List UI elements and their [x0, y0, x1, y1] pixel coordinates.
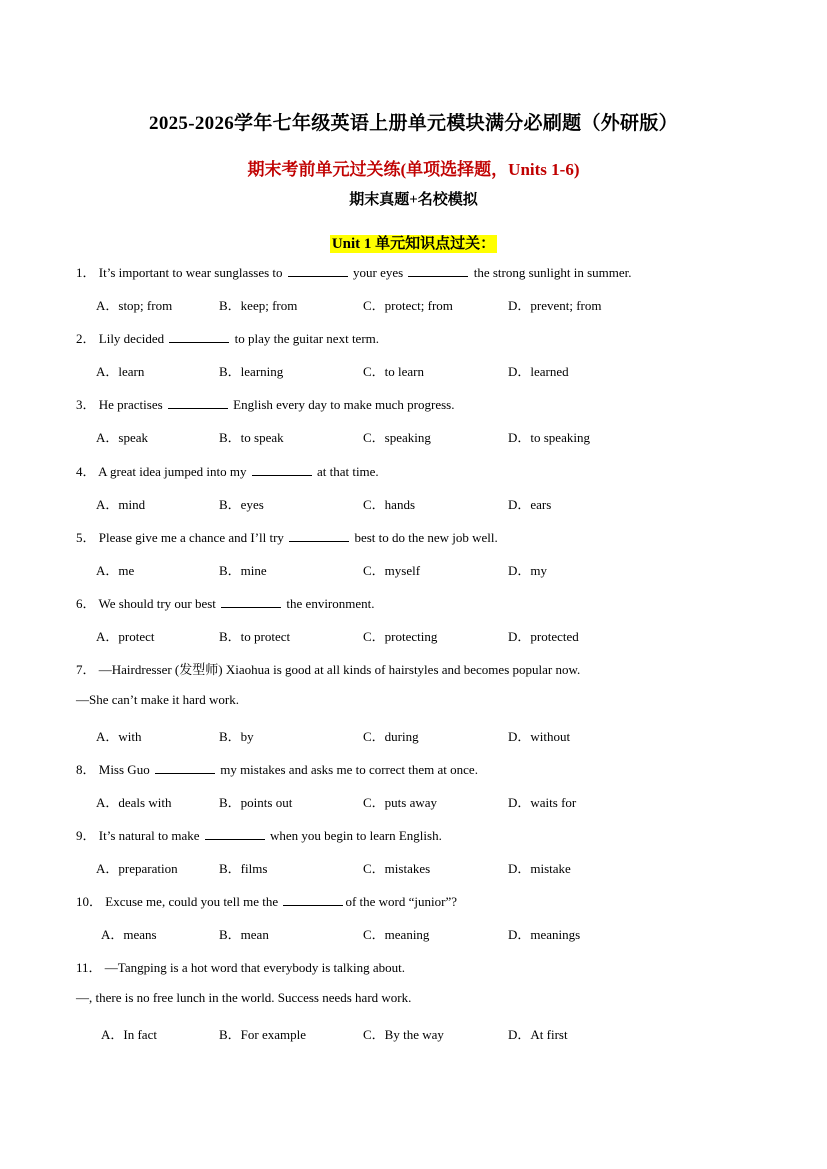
- question-text: We should try our best: [98, 596, 216, 611]
- option-d: D．ears: [508, 497, 552, 512]
- option-a: A．me: [96, 563, 135, 578]
- option-d: D．waits for: [508, 795, 577, 810]
- question-text: my mistakes and asks me to correct them at once.: [220, 762, 478, 777]
- option-b: B．points out: [219, 795, 293, 810]
- answer-blank: [283, 893, 343, 906]
- question-11-reply: [76, 990, 411, 1006]
- question-text: —: [76, 990, 89, 1005]
- option-a: A．speak: [96, 430, 148, 445]
- question-text: the strong sunlight in summer.: [473, 265, 632, 280]
- question-number: 9．: [76, 828, 96, 843]
- question-number: 3．: [76, 397, 96, 412]
- question-8-options: [96, 792, 736, 810]
- question-text: when you begin to learn English.: [269, 828, 442, 843]
- question-text: Excuse me, could you tell me the: [105, 894, 279, 909]
- option-b: B．by: [219, 729, 254, 744]
- option-c: C．meaning: [363, 927, 430, 942]
- document-source-note: 期末真题+名校模拟: [349, 192, 478, 208]
- question-text: Miss Guo: [98, 762, 150, 777]
- option-c: C．mistakes: [363, 861, 431, 876]
- question-6-options: [96, 626, 736, 644]
- option-b: B．films: [219, 861, 268, 876]
- question-9-options: [96, 858, 736, 876]
- answer-blank: [408, 264, 468, 277]
- option-c: C．puts away: [363, 795, 438, 810]
- option-a: A．In fact: [101, 1027, 157, 1042]
- question-text: of the word “junior”?: [345, 894, 457, 909]
- question-number: 4．: [76, 464, 96, 479]
- question-text: —She can’t make it: [76, 692, 180, 707]
- option-d: D．protected: [508, 629, 579, 644]
- question-text: Please give me a chance and I’ll try: [98, 530, 284, 545]
- option-c: C．speaking: [363, 430, 431, 445]
- option-c: C．hands: [363, 497, 416, 512]
- option-d: D．without: [508, 729, 571, 744]
- option-b: B．learning: [219, 364, 284, 379]
- document-subtitle: 期末考前单元过关练(单项选择题，Units 1-6): [247, 160, 580, 179]
- option-b: B．to protect: [219, 629, 291, 644]
- option-b: B．eyes: [219, 497, 264, 512]
- question-text: to play the guitar next term.: [234, 331, 380, 346]
- unit-heading: [0, 232, 827, 253]
- option-b: B．to speak: [219, 430, 284, 445]
- option-b: B．mean: [219, 927, 269, 942]
- question-4: [76, 461, 379, 480]
- answer-blank: [288, 264, 348, 277]
- unit-heading-label: Unit 1 单元知识点过关：: [331, 236, 496, 252]
- option-a: A．with: [96, 729, 142, 744]
- option-c: C．By the way: [363, 1027, 444, 1042]
- question-number: 6．: [76, 596, 96, 611]
- question-text: your eyes: [353, 265, 404, 280]
- option-d: D．prevent; from: [508, 298, 602, 313]
- option-d: D．At first: [508, 1027, 568, 1042]
- question-7-reply: [76, 692, 239, 708]
- document-title: 2025-2026学年七年级英语上册单元模块满分必刷题（外研版）: [149, 113, 678, 134]
- answer-blank: [205, 827, 265, 840]
- option-a: A．learn: [96, 364, 145, 379]
- option-c: C．to learn: [363, 364, 425, 379]
- answer-blank: [289, 529, 349, 542]
- question-number: 2．: [76, 331, 96, 346]
- question-2: [76, 328, 379, 347]
- question-1-options: [96, 295, 736, 313]
- question-number: 11．: [76, 960, 102, 975]
- question-7: [76, 659, 580, 678]
- option-d: D．to speaking: [508, 430, 590, 445]
- option-d: D．my: [508, 563, 548, 578]
- option-a: A．stop; from: [96, 298, 173, 313]
- question-text: He practises: [98, 397, 163, 412]
- answer-blank: [168, 396, 228, 409]
- question-8: [76, 759, 478, 778]
- question-text: the environment.: [286, 596, 375, 611]
- answer-blank: [221, 595, 281, 608]
- question-4-options: [96, 494, 736, 512]
- question-text: —Tangping is a hot word that everybody is talking about.: [104, 960, 405, 975]
- question-9: [76, 825, 442, 844]
- question-text: best to do the new job well.: [354, 530, 498, 545]
- question-5: [76, 527, 498, 546]
- answer-blank: [169, 330, 229, 343]
- question-text: —Hairdresser (发型师) Xiaohua is good at all kinds of hairstyles and becomes popular now.: [98, 662, 581, 677]
- question-10-options: [96, 924, 736, 942]
- option-a: A．protect: [96, 629, 155, 644]
- question-text: It’s important to wear sunglasses to: [98, 265, 283, 280]
- option-a: A．preparation: [96, 861, 178, 876]
- option-c: C．protecting: [363, 629, 438, 644]
- question-text: A great idea jumped into my: [98, 464, 247, 479]
- question-text: hard work.: [182, 692, 239, 707]
- question-text: English every day to make much progress.: [233, 397, 455, 412]
- question-text: Lily decided: [98, 331, 165, 346]
- option-a: A．means: [101, 927, 157, 942]
- question-2-options: [96, 361, 736, 379]
- option-c: C．during: [363, 729, 419, 744]
- question-7-options: [96, 726, 736, 744]
- question-text: It’s natural to make: [98, 828, 200, 843]
- option-d: D．learned: [508, 364, 569, 379]
- option-c: C．protect; from: [363, 298, 453, 313]
- question-1: [76, 262, 632, 281]
- question-number: 1．: [76, 265, 96, 280]
- question-3-options: [96, 427, 736, 445]
- option-c: C．myself: [363, 563, 421, 578]
- question-6: [76, 593, 375, 612]
- answer-blank: [155, 761, 215, 774]
- question-3: [76, 394, 454, 413]
- option-a: A．mind: [96, 497, 146, 512]
- question-number: 10．: [76, 894, 103, 909]
- question-text: at that time.: [316, 464, 379, 479]
- question-number: 8．: [76, 762, 96, 777]
- option-a: A．deals with: [96, 795, 172, 810]
- option-d: D．mistake: [508, 861, 571, 876]
- option-b: B．mine: [219, 563, 267, 578]
- question-10: [76, 891, 457, 910]
- option-b: B．For example: [219, 1027, 307, 1042]
- question-11-options: [96, 1024, 736, 1042]
- option-b: B．keep; from: [219, 298, 298, 313]
- question-5-options: [96, 560, 736, 578]
- answer-blank: [252, 463, 312, 476]
- option-d: D．meanings: [508, 927, 581, 942]
- question-11: [76, 957, 405, 976]
- question-text: , there is no free lunch in the world. Success needs hard work.: [89, 990, 412, 1005]
- question-number: 5．: [76, 530, 96, 545]
- question-number: 7．: [76, 662, 96, 677]
